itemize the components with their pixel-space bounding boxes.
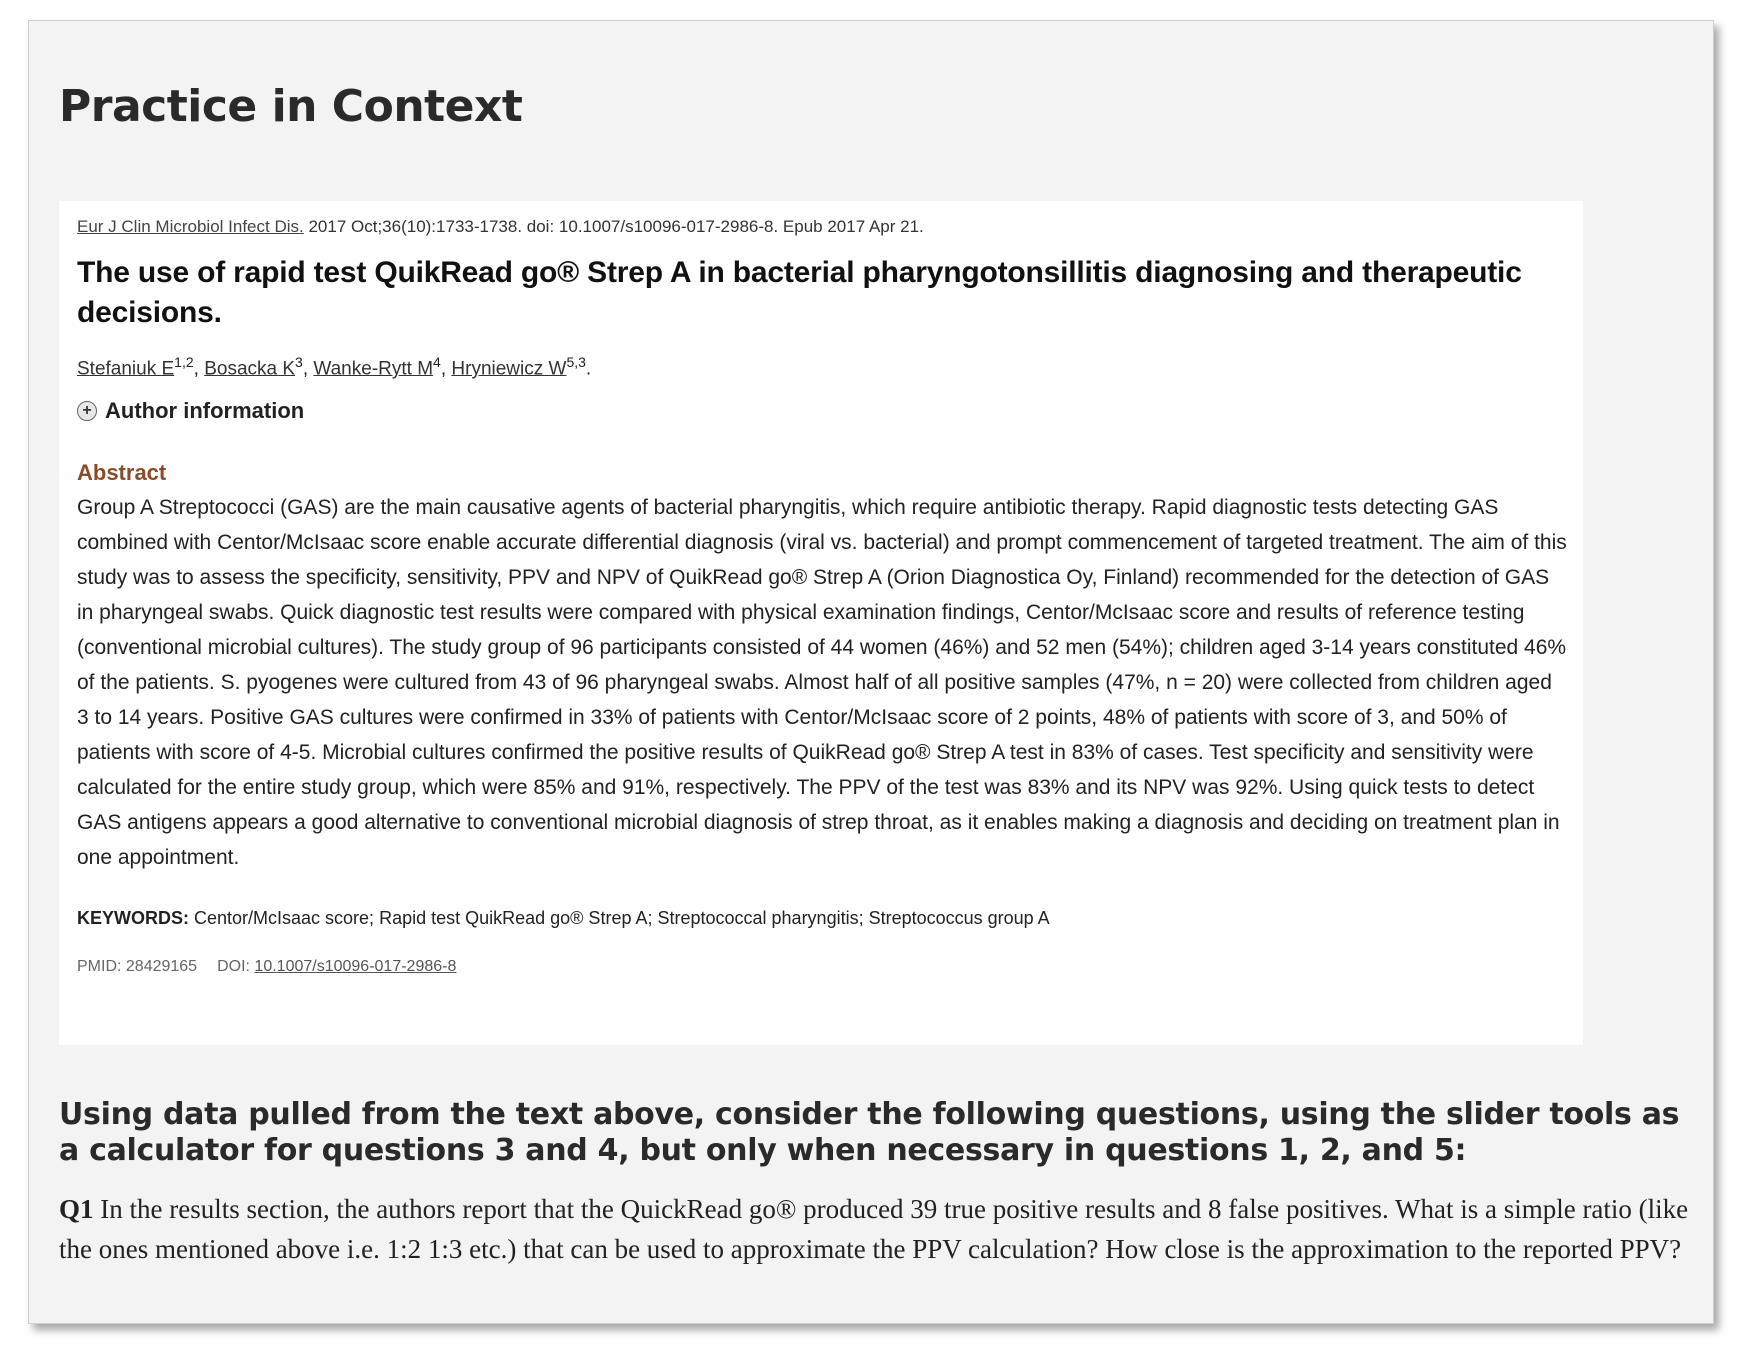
author-separator: ,: [440, 358, 452, 380]
pubmed-abstract-card: [59, 201, 1583, 1045]
questions-heading: Using data pulled from the text above, consider the following questions, using the slider tools as a calculator for questions 3 and 4, but only when necessary in questions 1, 2, and 5:: [59, 1097, 1680, 1168]
pmid: PMID: 28429165: [77, 958, 198, 976]
author-affiliation: 4: [433, 354, 441, 370]
author-list: [77, 349, 1565, 382]
doi-label: DOI:: [217, 958, 255, 976]
doi-link[interactable]: 10.1007/s10096-017-2986-8: [254, 958, 457, 976]
page-title: Practice in Context: [59, 81, 523, 132]
keywords-list: Centor/McIsaac score; Rapid test QuikRead go® Strep A; Streptococcal pharyngitis; Streptococcus group A: [189, 908, 1050, 929]
author-link[interactable]: Stefaniuk E: [77, 358, 175, 380]
author-link[interactable]: Wanke-Rytt M: [313, 358, 434, 380]
author-affiliation: 3: [295, 354, 303, 370]
author-link[interactable]: Hryniewicz W: [451, 358, 567, 380]
content-frame: [28, 20, 1714, 1324]
keywords-label: KEYWORDS:: [77, 908, 189, 929]
question-1-text: In the results section, the authors report that the QuickRead go® produced 39 true positive results and 8 false positives. What is a simple ratio (like the ones mentioned above i.e. 1:2 1:3 etc.) that can be used to approximate the PPV calculation? How close is the approximation to the reported PPV?: [59, 1194, 1689, 1264]
citation: [77, 215, 1565, 239]
author-affiliation: 1,2: [174, 354, 194, 370]
question-1: [59, 1189, 1689, 1269]
expand-plus-icon[interactable]: +: [77, 401, 97, 421]
author-information-label: Author information: [105, 398, 305, 424]
keywords: [77, 905, 1565, 931]
journal-link[interactable]: Eur J Clin Microbiol Infect Dis.: [77, 217, 304, 236]
author-information-toggle[interactable]: [77, 398, 1565, 424]
citation-details: 2017 Oct;36(10):1733-1738. doi: 10.1007/s10096-017-2986-8. Epub 2017 Apr 21.: [303, 217, 924, 236]
author-separator: ,: [193, 358, 205, 380]
article-identifiers: [77, 955, 1565, 979]
author-affiliation: 5,3: [566, 354, 586, 370]
author-link[interactable]: Bosacka K: [204, 358, 296, 380]
abstract-heading: Abstract: [77, 460, 167, 486]
question-1-label: Q1: [59, 1194, 94, 1224]
author-separator: ,: [302, 358, 314, 380]
article-title: The use of rapid test QuikRead go® Strep A in bacterial pharyngotonsillitis diagnosing and therapeutic decisions.: [77, 256, 1522, 329]
author-separator: .: [585, 358, 592, 380]
abstract-text: Group A Streptococci (GAS) are the main causative agents of bacterial pharyngitis, which require antibiotic therapy. Rapid diagnostic tests detecting GAS combined with Centor/McIsaac score enable accurate differential diagnosis (viral vs. bacterial) and prompt commencement of targeted treatment. The aim of this study was to assess the specificity, sensitivity, PPV and NPV of QuikRead go® Strep A (Orion Diagnostica Oy, Finland) recommended for the detection of GAS in pharyngeal swabs. Quick diagnostic test results were compared with physical examination findings, Centor/McIsaac score and results of reference testing (conventional microbial cultures). The study group of 96 participants consisted of 44 women (46%) and 52 men (54%); children aged 3-14 years constituted 46% of the patients. S. pyogenes were cultured from 43 of 96 pharyngeal swabs. Almost half of all positive samples (47%, n = 20) were collected from children aged 3 to 14 years. Positive GAS cultures were confirmed in 33% of patients with Centor/McIsaac score of 2 points, 48% of patients with score of 3, and 50% of patients with score of 4-5. Microbial cultures confirmed the positive results of QuikRead go® Strep A test in 83% of cases. Test specificity and sensitivity were calculated for the entire study group, which were 85% and 91%, respectively. The PPV of the test was 83% and its NPV was 92%. Using quick tests to detect GAS antigens appears a good alternative to conventional microbial diagnosis of strep throat, as it enables making a diagnosis and deciding on treatment plan in one appointment.: [77, 496, 1567, 870]
